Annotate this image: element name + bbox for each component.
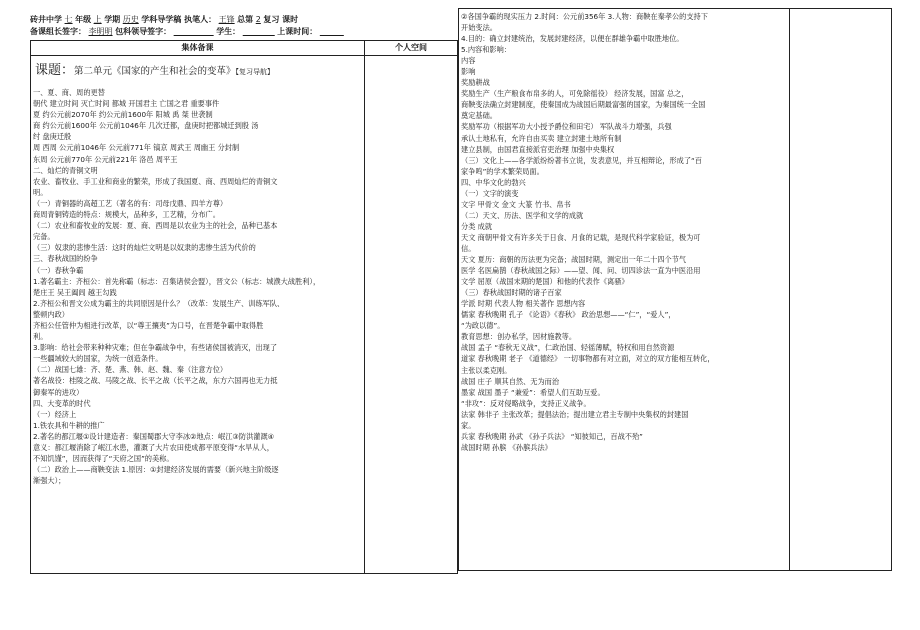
right-line: 四、中华文化的勃兴 xyxy=(461,177,526,187)
term-value: 上 xyxy=(93,15,102,24)
right-line: 内容 xyxy=(461,56,476,66)
left-line: 一些疆域较大的国家，为统一创造条件。 xyxy=(33,354,163,364)
left-line: 纣 盘庚迁殷 xyxy=(33,132,72,142)
right-line: 法家 韩非子 主张改革；提倡法治；提出建立君主专制中央集权的封建国 xyxy=(461,409,689,419)
author-value: 王锋 xyxy=(218,15,235,24)
left-line: 1.铁农具和牛耕的推广 xyxy=(33,420,105,430)
right-line: 信。 xyxy=(461,243,476,253)
left-line: 利。 xyxy=(33,332,48,342)
right-line: 文学 屈原（战国末期的楚国）和他的代表作《离骚》 xyxy=(461,277,629,287)
right-line: 墨家 战国 墨子 “兼爱”：希望人们互助互爱。 xyxy=(461,387,605,397)
header-line-1 xyxy=(30,14,450,26)
left-table-header xyxy=(31,41,457,56)
right-table xyxy=(458,8,892,571)
left-line: 御秦军的进攻） xyxy=(33,387,84,397)
right-line: “为政以德”。 xyxy=(461,321,505,331)
right-line: 家争鸣”的学术繁荣局面。 xyxy=(461,166,544,176)
seq-label: 总第 xyxy=(237,15,254,24)
left-line: 不知饥馑”，因而获得了“天府之国”的美称。 xyxy=(33,454,174,464)
left-line: 整顿内政） xyxy=(33,309,69,319)
title-main: 第二单元《国家的产生和社会的变革》 xyxy=(74,66,236,77)
seq-value: 2 xyxy=(255,15,261,24)
left-line: 商 约公元前1600年 公元前1046年 几次迁都，盘庚时把都城迁到殷 汤 xyxy=(33,121,259,131)
right-line: 影响 xyxy=(461,67,476,77)
right-line: 承认土地私有，允许自由买卖 建立封建土地所有制 xyxy=(461,133,622,143)
student-label: 学生： xyxy=(216,27,241,36)
left-column-divider xyxy=(364,41,365,573)
left-line: 2.著名的都江堰①设计建造者：秦国蜀郡大守李冰②地点：岷江③防洪灌溉④ xyxy=(33,431,275,441)
right-line: “非攻”：反对侵略战争，支持正义战争。 xyxy=(461,398,591,408)
left-line: 夏 约公元前2070年 约公元前1600年 阳城 禹 桀 世袭制 xyxy=(33,110,213,120)
left-line: 著名战役：桂陵之战、马陵之战、长平之战（长平之战，东方六国再也无力抵 xyxy=(33,376,278,386)
right-line: （二）天文、历法、医学和文学的成就 xyxy=(461,210,584,220)
class-time-label: 上课时间： xyxy=(277,27,318,36)
right-line: 建立县制，由国君直接派官吏治理 加强中央集权 xyxy=(461,144,615,154)
left-line: （二）农业和畜牧业的发展：夏、商、西周是以农业为主的社会，品种已基本 xyxy=(33,221,278,231)
right-line: （三）文化上——各学派纷纷著书立说，发表意见，并互相辩论，形成了“百 xyxy=(461,155,702,165)
right-line: 奖励耕战 xyxy=(461,78,490,88)
right-line: 医学 名医扁鹊（春秋战国之际）——望、闻、问、切四诊法一直为中医沿用 xyxy=(461,266,701,276)
right-line: 商鞅变法确立封建制度，使秦国成为战国后期最富强的国家，为秦国统一全国 xyxy=(461,100,706,110)
title-suffix: 【复习导航】 xyxy=(235,68,275,76)
right-line: 奖励生产（生产粮食布帛多的人，可免除徭役） 经济发展，国富 总之， xyxy=(461,89,689,99)
left-line: （三）奴隶的悲惨生活：这时的灿烂文明是以奴隶的悲惨生活为代价的 xyxy=(33,243,256,253)
left-line: 二、灿烂的青铜文明 xyxy=(33,165,98,175)
school-name: 砖井中学 xyxy=(30,15,62,24)
left-line: 周 西周 公元前1046年 公元前771年 镐京 周武王 周幽王 分封制 xyxy=(33,143,240,153)
left-line: （一）青铜器的高超工艺（著名的有：司母戊鼎、四羊方尊） xyxy=(33,198,228,208)
subject-value: 历史 xyxy=(122,15,139,24)
left-line: 朝代 建立时间 灭亡时间 都城 开国君主 亡国之君 重要事件 xyxy=(33,99,220,109)
right-line: （一）文字的演变 xyxy=(461,188,519,198)
title-prefix: 课题： xyxy=(35,63,75,78)
left-line: 2.齐桓公和晋文公成为霸主的共同原因是什么？（改革：发展生产、训练军队、 xyxy=(33,298,285,308)
document-header xyxy=(30,14,450,38)
left-line: 3.影响：给社会带来种种灾难；但在争霸战争中，有些诸侯国被消灭，出现了 xyxy=(33,343,278,353)
left-line: 渐强大）； xyxy=(33,476,66,486)
left-line: （一）春秋争霸 xyxy=(33,265,84,275)
right-line: 教育思想：创办私学，因材施教等。 xyxy=(461,332,577,342)
personal-space-heading: 个人空间 xyxy=(395,43,427,52)
left-line: （二）政治上——商鞅变法 1.原因：①封建经济发展的需要（新兴地主阶级逐 xyxy=(33,465,279,475)
right-line: 奠定基础。 xyxy=(461,111,497,121)
right-line: 文字 甲骨文 金文 大篆 竹书、帛书 xyxy=(461,199,571,209)
right-line: 分类 成就 xyxy=(461,221,493,231)
left-line: 四、大变革的时代 xyxy=(33,398,91,408)
right-line: 战国 庄子 顺其自然、无为而治 xyxy=(461,376,560,386)
grade-value: 七 xyxy=(64,15,73,24)
right-line: 天文 夏历：商朝的历法更为完备；战国时期，测定出一年二十四个节气 xyxy=(461,255,687,265)
lesson-label: 复习 课时 xyxy=(263,15,299,24)
left-line: 东周 公元前770年 公元前221年 洛邑 周平王 xyxy=(33,154,178,164)
leader-sign-label: 备课组长签字： xyxy=(30,27,86,36)
left-body-text xyxy=(33,87,359,486)
right-line: 儒家 春秋晚期 孔子 《论语》《春秋》 政治思想——“仁”，“爱人”， xyxy=(461,310,676,320)
right-line: 兵家 春秋晚期 孙武 《孙子兵法》 “知彼知己，百战不殆” xyxy=(461,431,643,441)
left-line: 农业、畜牧业、手工业和商业的繁荣，形成了我国夏、商、西周灿烂的青铜文 xyxy=(33,176,278,186)
term-label: 学期 xyxy=(104,15,121,24)
grade-label: 年级 xyxy=(75,15,92,24)
left-line: （一）经济上 xyxy=(33,409,77,419)
right-line: ②各国争霸的现实压力 2.时间：公元前356年 3.人物：商鞅在秦孝公的支持下 xyxy=(461,12,708,21)
leader-name: 李明明 xyxy=(88,27,113,36)
right-line: 主张以柔克刚。 xyxy=(461,365,512,375)
left-line: 一、夏、商、周的更替 xyxy=(33,88,105,97)
right-line: 4.目的：确立封建统治，发展封建经济，以便在群雄争霸中取胜地位。 xyxy=(461,34,684,44)
right-line: 家。 xyxy=(461,420,476,430)
left-line: 明。 xyxy=(33,187,48,197)
left-line: 齐桓公任管仲为相进行改革，以“尊王攘夷”为口号，在晋楚争霸中取得胜 xyxy=(33,320,264,330)
left-line: 完备。 xyxy=(33,232,55,242)
right-line: 战国 孟子 “春秋无义战”，仁政治国、轻徭薄赋，特权和用自然资源 xyxy=(461,343,675,353)
right-body-text xyxy=(461,11,787,453)
left-table xyxy=(30,40,458,574)
right-line: 开始变法。 xyxy=(461,23,497,33)
left-line: 楚庄王 吴王阖闾 越王勾践 xyxy=(33,287,117,297)
right-line: 奖励军功（根据军功大小授予爵位和田宅） 军队战斗力增强，兵强 xyxy=(461,122,672,132)
right-line: 天文 商朝甲骨文有许多关于日食、月食的记载，是现代科学家验证，极为可 xyxy=(461,232,701,242)
lesson-title xyxy=(35,59,365,78)
left-line: 商周青铜铸造的特点：规模大，品种多，工艺精，分布广。 xyxy=(33,210,220,220)
right-line: 战国时期 孙膑 《孙膑兵法》 xyxy=(461,442,552,452)
right-line: （三）春秋战国时期的诸子百家 xyxy=(461,288,562,298)
guide-label: 学科导学稿 执笔人： xyxy=(141,15,217,24)
right-line: 学派 时期 代表人物 相关著作 思想内容 xyxy=(461,299,586,309)
collective-prep-heading: 集体备课 xyxy=(181,43,214,52)
left-line: 1.著名霸主：齐桓公：首先称霸（标志：召集诸侯会盟），晋文公（标志：城濮大战胜利）， xyxy=(33,276,321,286)
left-line: （二）战国七雄：齐、楚、燕、韩、赵、魏、秦（注意方位） xyxy=(33,365,228,375)
header-line-2 xyxy=(30,26,450,38)
right-column-divider xyxy=(789,9,790,570)
left-line: 意义：都江堰消除了岷江水患，灌溉了大片农田使成都平原变得“水旱从人， xyxy=(33,443,274,452)
right-line: 5.内容和影响： xyxy=(461,45,511,55)
right-line: 道家 春秋晚期 老子 《道德经》 一切事物都有对立面，对立的双方能相互转化， xyxy=(461,354,715,364)
left-line: 三、春秋战国的纷争 xyxy=(33,254,98,264)
supervisor-sign-label: 包科领导签字： xyxy=(115,27,172,36)
